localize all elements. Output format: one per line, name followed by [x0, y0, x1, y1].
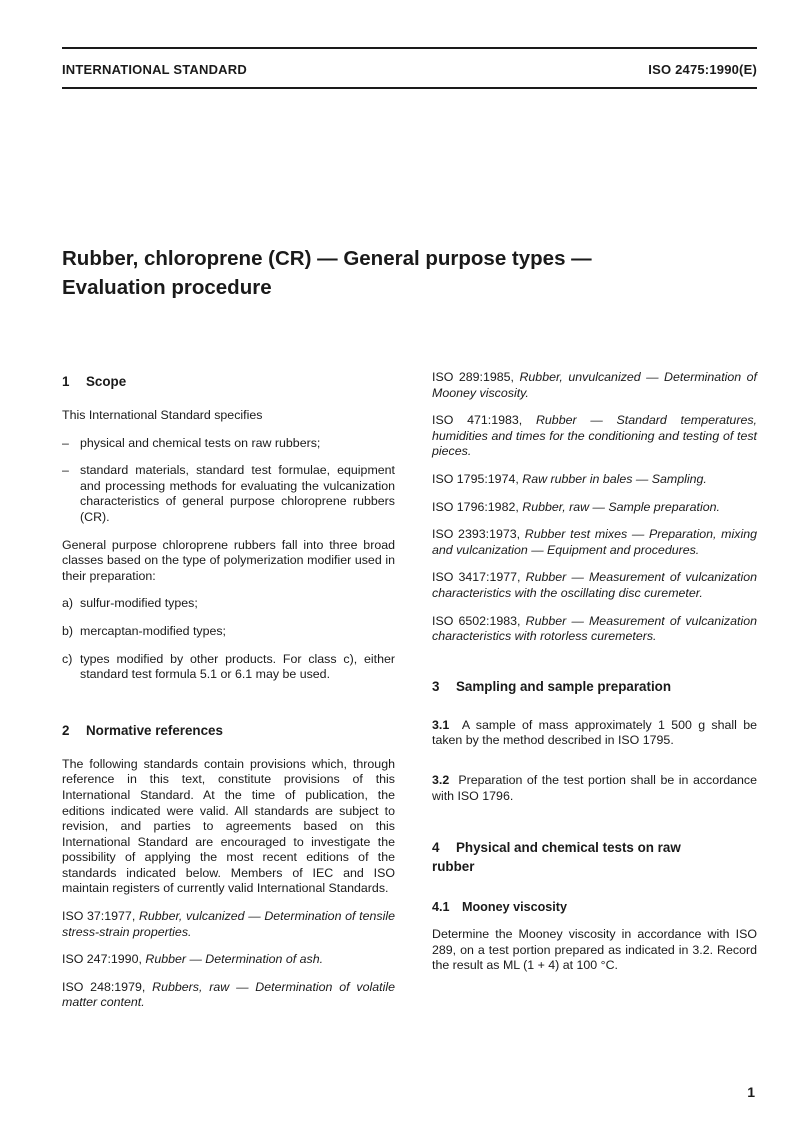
left-column — [62, 370, 395, 1023]
class-item: b) mercaptan-modified types; — [62, 623, 227, 638]
page-number: 1 — [747, 1084, 755, 1100]
dash-marker: – — [62, 435, 69, 450]
scope-list — [62, 436, 395, 526]
scope-intro: This International Standard specifies — [62, 408, 263, 422]
title-line-2: Evaluation procedure — [62, 276, 272, 299]
header-top-rule — [62, 47, 757, 49]
section-title: Normative references — [86, 722, 223, 738]
reference-item: ISO 289:1985, Rubber, unvulcanized — Determination of Mooney viscosity. — [432, 370, 757, 400]
section-title-line-2: rubber — [432, 859, 475, 875]
dash-marker: – — [62, 463, 69, 478]
section-title: Sampling and sample preparation — [456, 678, 672, 694]
sampling-paragraph-1: 3.1 A sample of mass approximately 1 500 g shall be taken by the method described in ISO 1795. — [432, 717, 758, 748]
sampling-paragraph-2: 3.2 Preparation of the test portion shall be in accordance with ISO 1796. — [432, 772, 758, 803]
section-normative-heading — [62, 723, 395, 738]
document-title — [62, 244, 742, 302]
section-title: Scope — [86, 374, 127, 389]
section-number: 4 — [432, 840, 440, 856]
reference-item: ISO 6502:1983, Rubber — Measurement of vulcanization characteristics with rotorless curemeters. — [432, 613, 757, 644]
reference-item: ISO 1796:1982, Rubber, raw — Sample preparation. — [432, 499, 720, 514]
class-item: c) types modified by other products. For class c), either standard test formula 5.1 or 6.1 may be used. — [62, 651, 395, 682]
section-title-line-1: Physical and chemical tests on raw — [456, 840, 681, 856]
header-standard-type: INTERNATIONAL STANDARD — [62, 62, 247, 77]
scope-item: – standard materials, standard test formulae, equipment and processing methods for evaluating the vulcanization characteristics of general purpose chloroprene rubbers (CR). — [62, 463, 395, 524]
section-number: 2 — [62, 722, 70, 738]
section-scope-heading — [62, 374, 395, 389]
class-item: a) sulfur-modified types; — [62, 596, 198, 611]
scope-classes-intro: General purpose chloroprene rubbers fall into three broad classes based on the type of polymerization modifier used in their preparation: — [62, 537, 395, 583]
section-number: 3 — [432, 678, 440, 694]
section-sampling-heading — [432, 679, 757, 694]
section-physical-heading — [432, 838, 757, 876]
reference-item: ISO 37:1977, Rubber, vulcanized — Determination of tensile stress-strain properties. — [62, 909, 395, 939]
subsection-mooney-heading — [432, 900, 757, 914]
subsection-title: Mooney viscosity — [462, 900, 567, 915]
header-document-number: ISO 2475:1990(E) — [648, 62, 757, 77]
reference-item: ISO 2393:1973, Rubber test mixes — Preparation, mixing and vulcanization — Equipment and procedures. — [432, 527, 757, 557]
header-bottom-rule — [62, 87, 757, 89]
reference-item: ISO 248:1979, Rubbers, raw — Determination of volatile matter content. — [62, 979, 395, 1010]
subsection-number: 4.1 — [432, 900, 450, 915]
reference-item: ISO 3417:1977, Rubber — Measurement of vulcanization characteristics with the oscillating disc curemeter. — [432, 570, 757, 600]
reference-item: ISO 471:1983, Rubber — Standard temperatures, humidities and times for the conditioning and testing of test pieces. — [432, 413, 757, 459]
title-line-1: Rubber, chloroprene (CR) — General purpose types — — [62, 247, 592, 270]
normative-intro: The following standards contain provisions which, through reference in this text, constitute provisions of this International Standard. At the time of publication, the editions indicated were valid. All standards are subject to revision, and parties to agreements based on this International Standard are encouraged to investigate the possibility of applying the most recent editions of the standards indicated below. Members of IEC and ISO maintain registers of currently valid International Standards. — [62, 756, 395, 896]
reference-item: ISO 247:1990, Rubber — Determination of ash. — [62, 952, 324, 967]
reference-item: ISO 1795:1974, Raw rubber in bales — Sampling. — [432, 471, 707, 486]
right-column — [432, 370, 757, 986]
classes-list — [62, 596, 395, 682]
section-number: 1 — [62, 374, 70, 389]
mooney-paragraph: Determine the Mooney viscosity in accordance with ISO 289, on a test portion prepared as indicated in 3.2. Record the result as ML (1 + 4) at 100 °C. — [432, 927, 757, 973]
scope-item: – physical and chemical tests on raw rubbers; — [62, 435, 321, 450]
